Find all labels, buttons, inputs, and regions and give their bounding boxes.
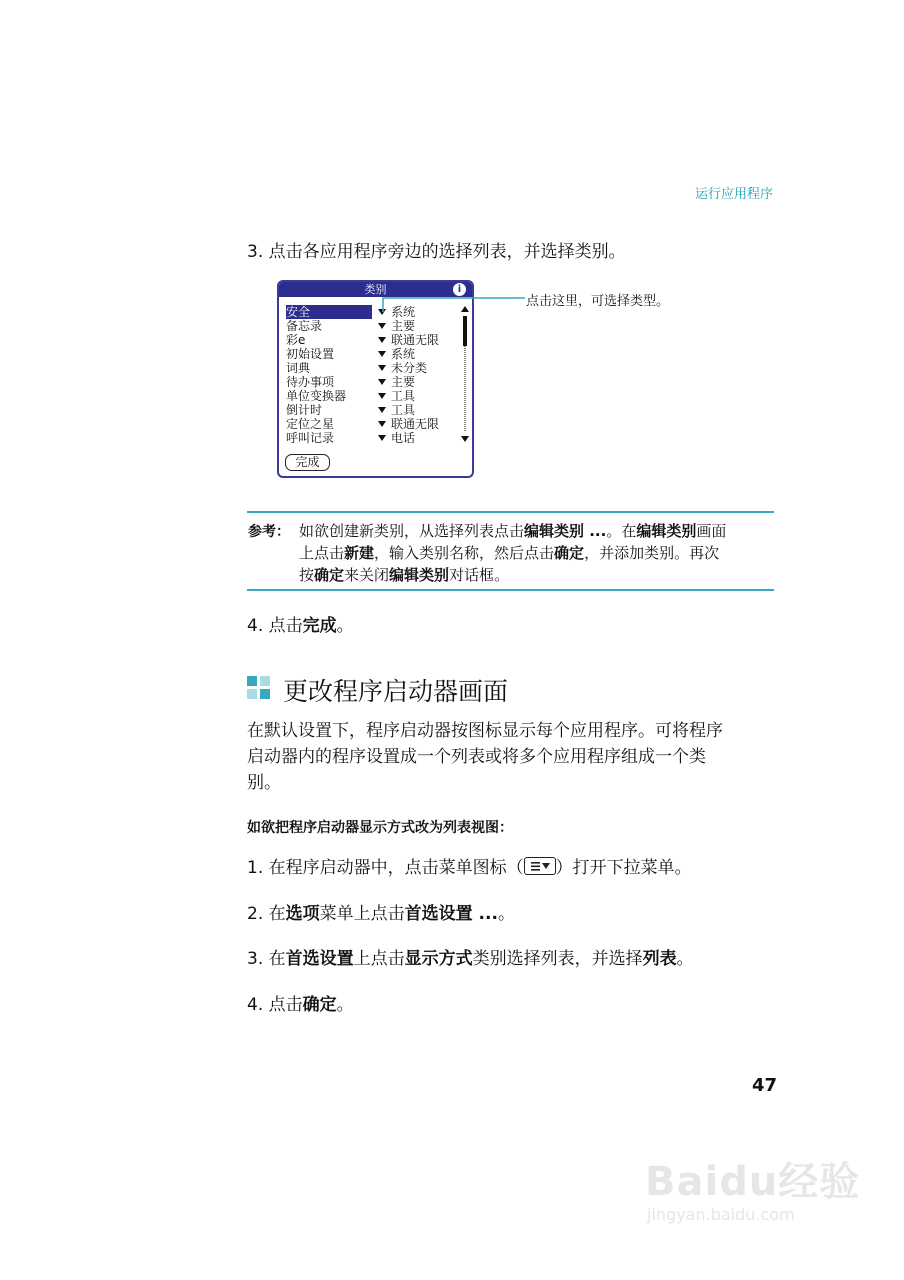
list-item[interactable] (279, 417, 459, 431)
triangle-down-icon[interactable] (378, 379, 386, 385)
section-squares-icon (247, 676, 271, 700)
watermark-logo: Baidu经验 (645, 1159, 861, 1205)
note-line-1: 如欲创建新类别，从选择列表点击编辑类别 ...。在编辑类别画面 (299, 522, 727, 540)
triangle-down-icon[interactable] (378, 407, 386, 413)
triangle-down-icon[interactable] (378, 435, 386, 441)
category-value[interactable]: 未分类 (391, 361, 428, 375)
triangle-down-icon[interactable] (378, 421, 386, 427)
note-line-3: 按确定来关闭编辑类别对话框。 (299, 566, 510, 584)
info-icon[interactable]: i (453, 283, 466, 296)
step-3-view-by: 3. 在首选设置上点击显示方式类别选择列表，并选择列表。 (247, 949, 694, 969)
subheading: 如欲把程序启动器显示方式改为列表视图： (247, 820, 513, 836)
app-name: 定位之星 (286, 417, 335, 431)
step-1-open-menu: 1. 在程序启动器中，点击菜单图标（ ）打开下拉菜单。 (247, 858, 692, 878)
triangle-down-icon[interactable] (378, 365, 386, 371)
dialog-title: 类别 (364, 283, 387, 296)
category-value[interactable]: 工具 (391, 389, 416, 403)
triangle-down-icon[interactable] (378, 323, 386, 329)
list-item[interactable] (279, 347, 459, 361)
step-2-preferences: 2. 在选项菜单上点击首选设置 ...。 (247, 904, 515, 924)
category-value[interactable]: 联通无限 (391, 417, 440, 431)
app-name: 备忘录 (286, 319, 323, 333)
running-header: 运行应用程序 (694, 187, 773, 202)
triangle-down-icon[interactable] (378, 337, 386, 343)
watermark (645, 1150, 860, 1224)
step-3-choose-category: 3. 点击各应用程序旁边的选择列表，并选择类别。 (247, 242, 626, 262)
done-button[interactable]: 完成 (285, 454, 330, 471)
category-value[interactable]: 电话 (391, 431, 416, 445)
list-item[interactable] (279, 389, 459, 403)
list-item[interactable] (279, 403, 459, 417)
note-label: 参考： (248, 524, 290, 540)
category-value[interactable]: 系统 (391, 305, 416, 319)
list-item[interactable] (279, 431, 459, 445)
paragraph-line-2: 启动器内的程序设置成一个列表或将多个应用程序组成一个类 (247, 747, 706, 767)
section-title: 更改程序启动器画面 (283, 677, 509, 706)
step-4-tap-ok: 4. 点击确定。 (247, 995, 354, 1015)
category-value[interactable]: 系统 (391, 347, 416, 361)
callout-text: 点击这里，可选择类型。 (526, 294, 670, 309)
triangle-down-icon[interactable] (378, 351, 386, 357)
app-name: 呼叫记录 (286, 431, 335, 445)
triangle-down-icon[interactable] (378, 393, 386, 399)
list-item[interactable] (279, 375, 459, 389)
paragraph-line-1: 在默认设置下，程序启动器按图标显示每个应用程序。可将程序 (247, 721, 723, 741)
category-value[interactable]: 联通无限 (391, 333, 440, 347)
scrollbar[interactable] (461, 306, 469, 442)
list-item[interactable] (279, 319, 459, 333)
app-name: 初始设置 (286, 347, 335, 361)
app-name: 彩e (286, 333, 306, 347)
list-item[interactable] (279, 333, 459, 347)
watermark-url: jingyan.baidu.com (647, 1205, 795, 1224)
app-name: 安全 (286, 305, 372, 319)
note-bottom-rule (247, 589, 774, 591)
menu-icon (524, 857, 556, 875)
category-value[interactable]: 主要 (391, 319, 416, 333)
app-name: 词典 (286, 361, 311, 375)
page-number: 47 (752, 1075, 778, 1096)
list-item[interactable] (279, 361, 459, 375)
category-value[interactable]: 工具 (391, 403, 416, 417)
note-top-rule (247, 511, 774, 513)
note-line-2: 上点击新建，输入类别名称，然后点击确定，并添加类别。再次 (299, 544, 720, 562)
step-4-tap-done: 4. 点击完成。 (247, 616, 354, 636)
paragraph-line-3: 别。 (247, 773, 281, 793)
app-name: 待办事项 (286, 375, 335, 389)
category-value[interactable]: 主要 (391, 375, 416, 389)
app-name: 单位变换器 (286, 389, 347, 403)
app-name: 倒计时 (286, 403, 323, 417)
callout-line (380, 294, 526, 314)
